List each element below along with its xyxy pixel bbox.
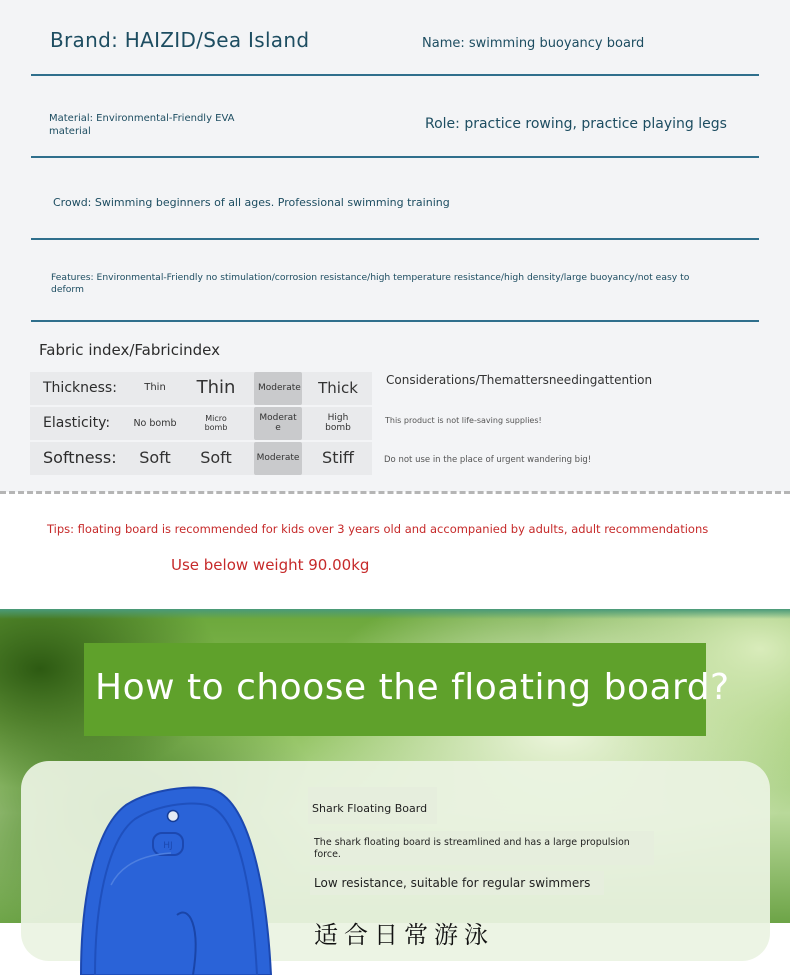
section-headline: How to choose the floating board? xyxy=(95,667,730,708)
divider xyxy=(31,156,759,158)
fabric-option-selected: Moderate xyxy=(254,372,302,405)
consideration-note: Do not use in the place of urgent wandering big! xyxy=(384,455,592,465)
divider xyxy=(31,74,759,76)
weight-limit-text: Use below weight 90.00kg xyxy=(171,556,370,574)
fabric-option: Soft xyxy=(200,448,232,468)
fabric-option: Stiff xyxy=(322,448,354,468)
fabric-row-thickness xyxy=(30,372,372,405)
material-text: Material: Environmental-Friendly EVA material xyxy=(49,113,235,137)
fabric-row-label: Elasticity: xyxy=(43,415,111,432)
product-name-label: Shark Floating Board xyxy=(308,787,437,824)
divider xyxy=(31,320,759,322)
fabric-option: Thick xyxy=(318,378,358,397)
choose-board-section xyxy=(0,609,790,949)
fabric-option: Soft xyxy=(139,448,171,468)
fabric-row-label: Softness: xyxy=(43,448,117,468)
role-text: Role: practice rowing, practice playing legs xyxy=(425,116,727,132)
fabric-option: Micro bomb xyxy=(204,414,228,432)
fabric-option-selected: Moderate xyxy=(254,407,302,440)
svg-text:HJ: HJ xyxy=(163,841,173,851)
product-feature: Low resistance, suitable for regular swimmers xyxy=(310,871,604,895)
product-card xyxy=(21,761,770,961)
fabric-option-selected: Moderate xyxy=(254,442,302,475)
dashed-divider xyxy=(0,491,790,494)
considerations-title: Considerations/Themattersneedingattention xyxy=(386,373,653,387)
fabric-option: High bomb xyxy=(325,413,351,433)
fabric-row-softness xyxy=(30,442,372,475)
product-description: The shark floating board is streamlined and has a large propulsion force. xyxy=(310,831,654,865)
shark-floating-board-image xyxy=(81,775,301,975)
product-name-text: Name: swimming buoyancy board xyxy=(422,36,645,51)
fabric-option: Thin xyxy=(144,382,166,394)
crowd-text: Crowd: Swimming beginners of all ages. Professional swimming training xyxy=(53,196,450,209)
fabric-row-elasticity xyxy=(30,407,372,440)
features-text: Features: Environmental-Friendly no stimulation/corrosion resistance/high temperature resistance/high density/large buoyancy/not easy to deform xyxy=(51,272,690,295)
consideration-note: This product is not life-saving supplies! xyxy=(385,416,542,425)
tips-text: Tips: floating board is recommended for kids over 3 years old and accompanied by adults, adult recommendations xyxy=(47,522,709,536)
brand-text: Brand: HAIZID/Sea Island xyxy=(50,28,310,52)
fabric-index-title: Fabric index/Fabricindex xyxy=(39,341,220,359)
fabric-option: No bomb xyxy=(133,417,177,429)
product-subtitle-partial: 适合日常游泳 xyxy=(314,921,494,949)
divider xyxy=(31,238,759,240)
fabric-option: Thin xyxy=(196,377,236,399)
headline-banner xyxy=(84,643,730,736)
fabric-row-label: Thickness: xyxy=(43,380,117,397)
section-top-band xyxy=(0,609,790,619)
